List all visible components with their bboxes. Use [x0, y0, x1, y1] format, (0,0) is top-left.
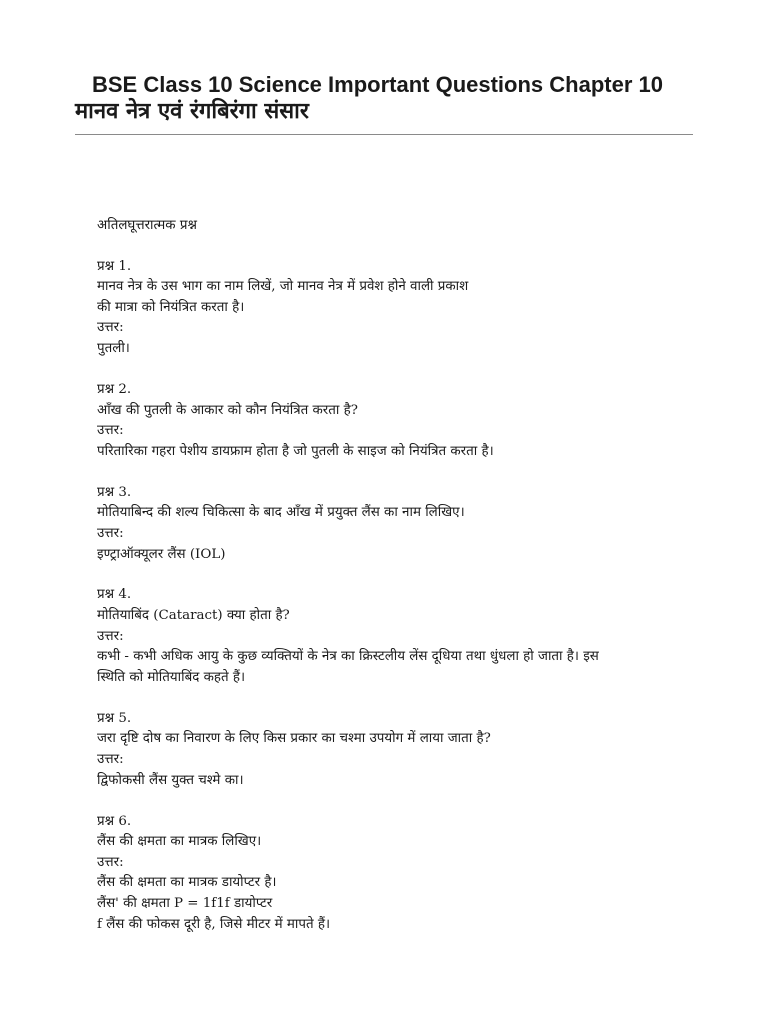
answer-text: परितारिका गहरा पेशीय डायफ्राम होता है जो पुतली के साइज को नियंत्रित करता है। — [97, 443, 494, 459]
document-body — [97, 216, 687, 956]
answer-text: पुतली। — [97, 340, 130, 356]
question-text: की मात्रा को नियंत्रित करता है। — [97, 299, 245, 315]
answer-label: उत्तर: — [97, 628, 124, 644]
question-text: आँख की पुतली के आकार को कौन नियंत्रित करता है? — [97, 402, 358, 418]
question-label: प्रश्न 4. — [97, 587, 132, 603]
section-title: अतिलघूत्तरात्मक प्रश्न — [97, 218, 197, 233]
qa-item — [97, 585, 687, 688]
question-label: प्रश्न 6. — [97, 813, 132, 829]
page-title: BSE Class 10 Science Important Questions Chapter 10 — [92, 72, 663, 97]
page-subtitle: मानव नेत्र एवं रंगबिरंगा संसार — [75, 99, 309, 124]
question-text: मोतियाबिंद (Cataract) क्या होता है? — [97, 608, 290, 624]
question-text: मोतियाबिन्द की शल्य चिकित्सा के बाद आँख में प्रयुक्त लैंस का नाम लिखिए। — [97, 505, 465, 521]
answer-text: स्थिति को मोतियाबिंद कहते हैं। — [97, 669, 246, 685]
answer-text: कभी - कभी अधिक आयु के कुछ व्यक्तियों के नेत्र का क्रिस्टलीय लेंस दूधिया तथा धुंधला हो जाता है। इस — [97, 649, 599, 665]
qa-item — [97, 812, 687, 936]
answer-text: लैंस' की क्षमता P = 1f1f डायोप्टर — [97, 895, 273, 911]
qa-item — [97, 257, 687, 360]
answer-label: उत्तर: — [97, 854, 124, 870]
qa-item — [97, 483, 687, 565]
question-text: मानव नेत्र के उस भाग का नाम लिखें, जो मानव नेत्र में प्रवेश होने वाली प्रकाश — [97, 279, 469, 295]
qa-item — [97, 709, 687, 791]
header-divider — [75, 134, 693, 135]
question-label: प्रश्न 3. — [97, 484, 132, 500]
answer-label: उत्तर: — [97, 525, 124, 541]
question-text: जरा दृष्टि दोष का निवारण के लिए किस प्रकार का चश्मा उपयोग में लाया जाता है? — [97, 731, 491, 747]
answer-text: द्विफोकसी लैंस युक्त चश्मे का। — [97, 772, 244, 788]
answer-text: इण्ट्राऑक्यूलर लैंस (IOL) — [97, 546, 226, 562]
qa-list — [97, 257, 687, 936]
document-header — [75, 72, 693, 126]
question-label: प्रश्न 5. — [97, 710, 132, 726]
answer-text: f लैंस की फोकस दूरी है, जिसे मीटर में मापते हैं। — [97, 916, 331, 932]
question-label: प्रश्न 2. — [97, 381, 132, 397]
qa-item — [97, 380, 687, 462]
question-label: प्रश्न 1. — [97, 258, 132, 274]
answer-text: लैंस की क्षमता का मात्रक डायोप्टर है। — [97, 875, 277, 891]
answer-label: उत्तर: — [97, 320, 124, 336]
answer-label: उत्तर: — [97, 423, 124, 439]
answer-label: उत्तर: — [97, 752, 124, 768]
question-text: लैंस की क्षमता का मात्रक लिखिए। — [97, 834, 262, 850]
